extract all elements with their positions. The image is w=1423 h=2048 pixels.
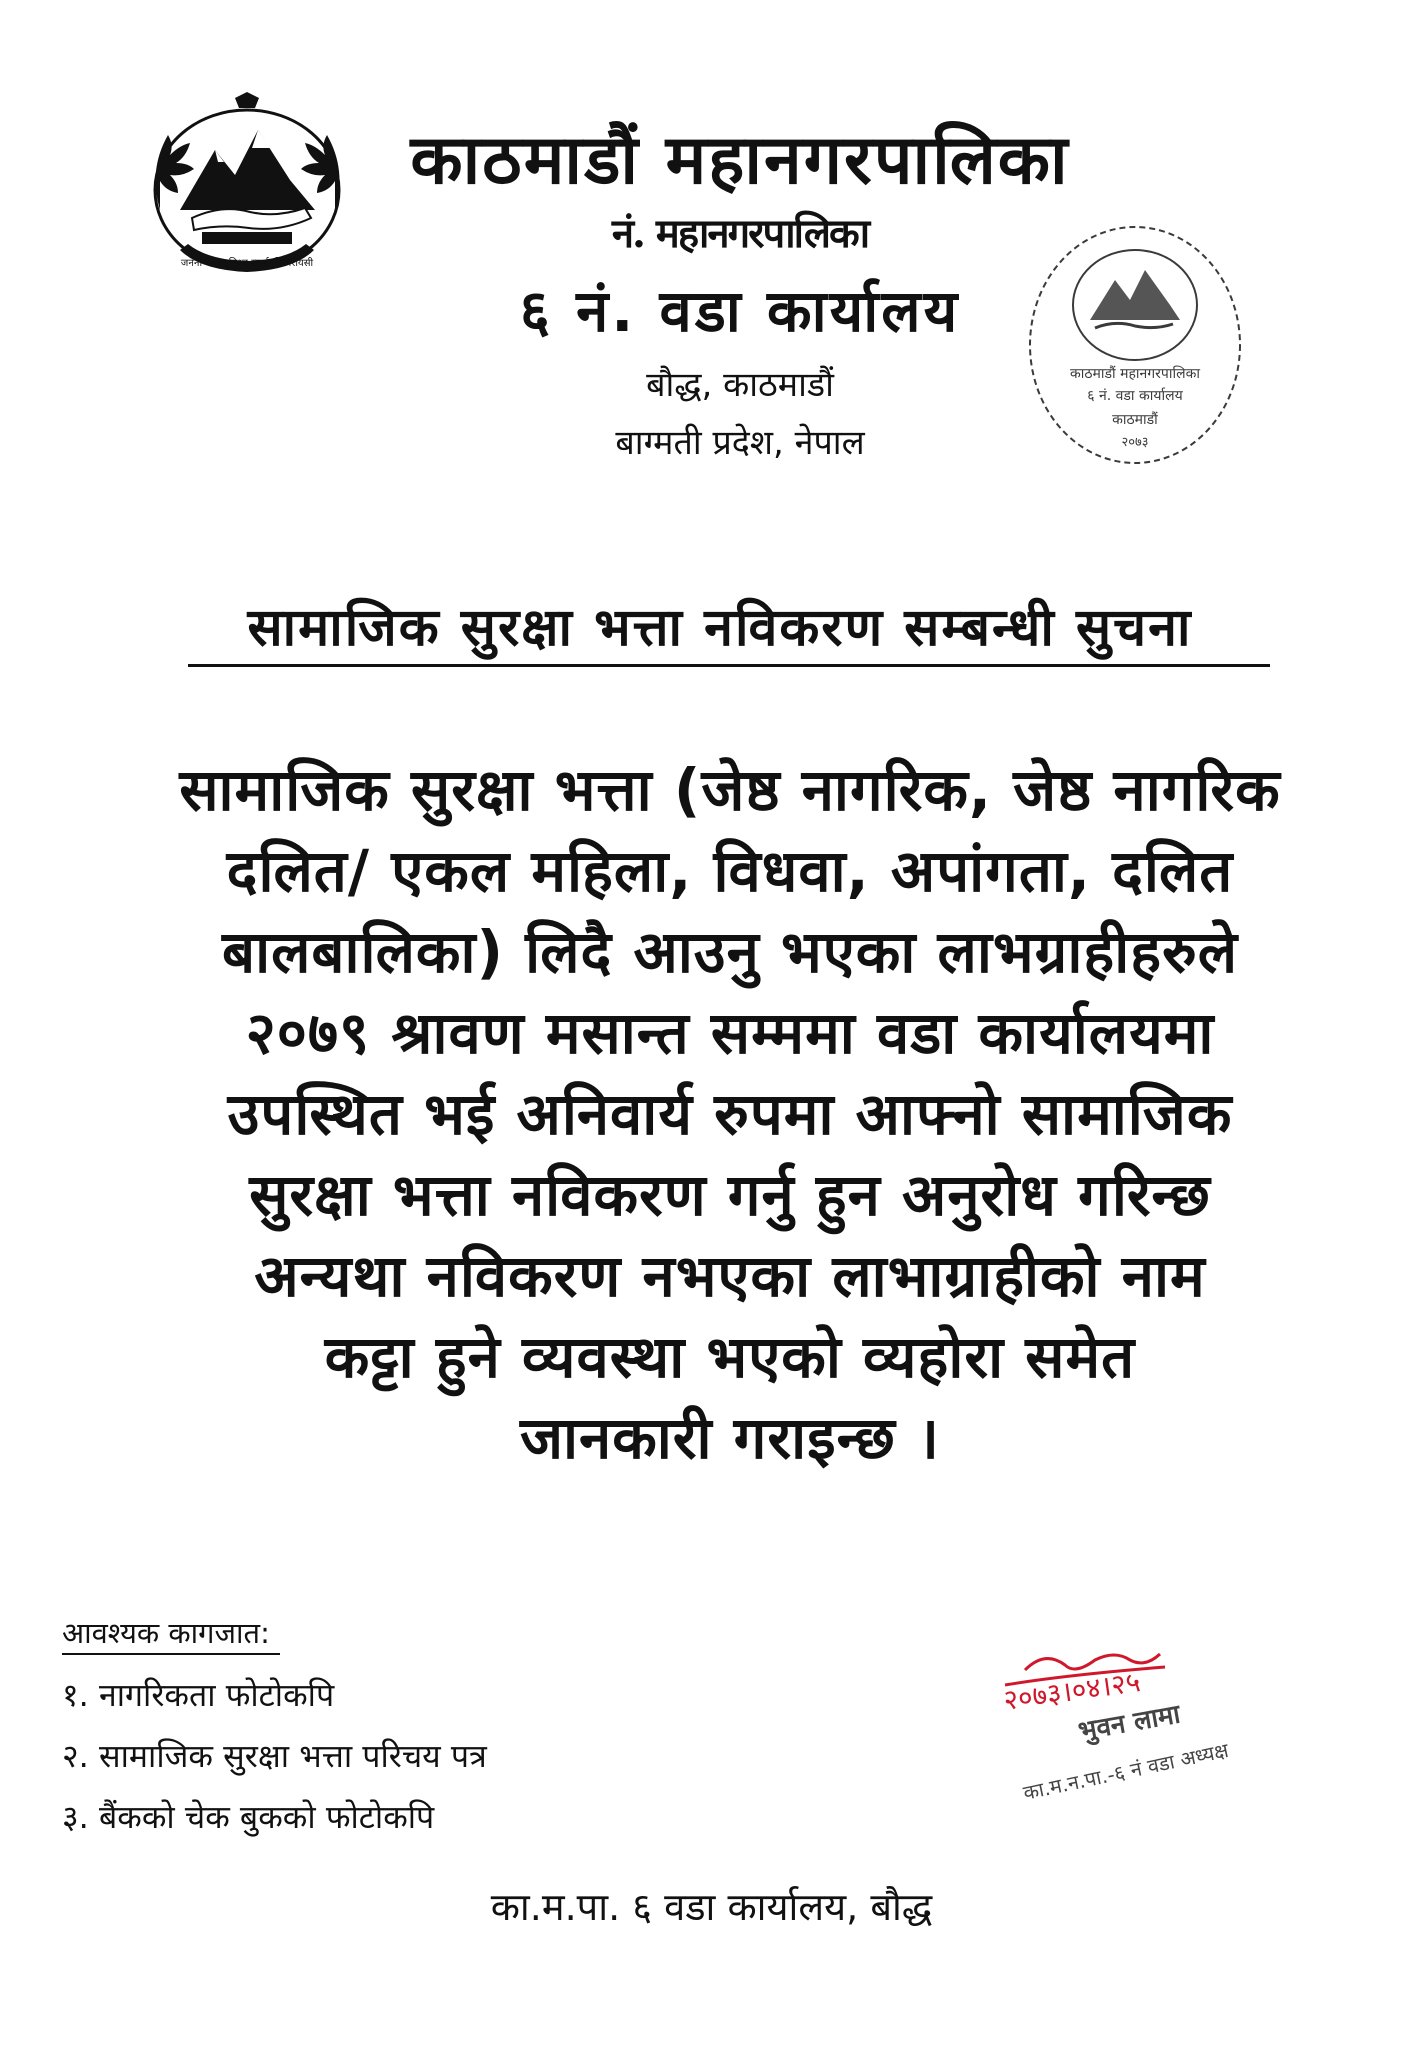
seal-text-3: काठमाडौं	[1112, 412, 1158, 428]
body-line: सामाजिक सुरक्षा भत्ता (जेष्ठ नागरिक, जेष्ठ नागरिक	[179, 756, 1281, 824]
signatory-name: भुवन लामा	[1076, 1699, 1183, 1747]
signatory-title: का.म.न.पा.-६ नं वडा अध्यक्ष	[1021, 1737, 1231, 1805]
list-item: १. नागरिकता फोटोकपि	[62, 1675, 335, 1714]
body-line: जानकारी गराइन्छ ।	[519, 1404, 941, 1472]
notice-body	[80, 750, 1380, 1479]
required-documents	[62, 1615, 762, 1838]
org-name: काठमाडौं महानगरपालिका	[410, 121, 1070, 200]
footer-office-name: का.म.पा. ६ वडा कार्यालय, बौद्ध	[490, 1885, 933, 1929]
ward-office-name: ६ नं. वडा कार्यालय	[519, 276, 961, 345]
list-item: ३. बैंकको चेक बुकको फोटोकपि	[62, 1797, 435, 1836]
nepal-government-emblem-icon	[140, 90, 355, 280]
body-line: उपस्थित भई अनिवार्य रुपमा आफ्नो सामाजिक	[227, 1080, 1233, 1148]
required-documents-heading: आवश्यक कागजात:	[62, 1615, 280, 1655]
signature-stamp	[985, 1640, 1325, 1840]
body-line: कट्टा हुने व्यवस्था भएको व्यहोरा समेत	[324, 1323, 1136, 1391]
body-line: बालबालिका) लिदै आउनु भएका लाभग्राहीहरुले	[221, 918, 1239, 986]
address-line-1: बौद्ध, काठमाडौं	[646, 364, 834, 405]
seal-text-2: ६ नं. वडा कार्यालय	[1087, 388, 1183, 404]
body-line: २०७९ श्रावण मसान्त सम्ममा वडा कार्यालयमा	[245, 999, 1215, 1067]
handwritten-signature	[1025, 1654, 1160, 1670]
svg-text:जननी जन्मभूमिश्च स्वर्गादपि गर: जननी जन्मभूमिश्च स्वर्गादपि गरीयसी	[180, 258, 314, 269]
ward-office-seal-icon	[1020, 210, 1250, 470]
list-item: २. सामाजिक सुरक्षा भत्ता परिचय पत्र	[62, 1736, 487, 1775]
org-subtitle: नं. महानगरपालिका	[611, 209, 869, 257]
seal-text-4: २०७३	[1121, 435, 1149, 450]
address-line-2: बाग्मती प्रदेश, नेपाल	[615, 422, 865, 463]
body-line: दलित/ एकल महिला, विधवा, अपांगता, दलित	[226, 837, 1234, 905]
title-underline	[188, 664, 1270, 667]
body-line: अन्यथा नविकरण नभएका लाभाग्राहीको नाम	[254, 1242, 1206, 1310]
notice-title: सामाजिक सुरक्षा भत्ता नविकरण सम्बन्धी सुचना	[247, 598, 1193, 658]
signature-date: २०७३।०४।२५	[1001, 1665, 1143, 1717]
seal-text-1: काठमाडौं महानगरपालिका	[1070, 366, 1200, 382]
body-line: सुरक्षा भत्ता नविकरण गर्नु हुन अनुरोध गरिन्छ	[249, 1161, 1211, 1229]
